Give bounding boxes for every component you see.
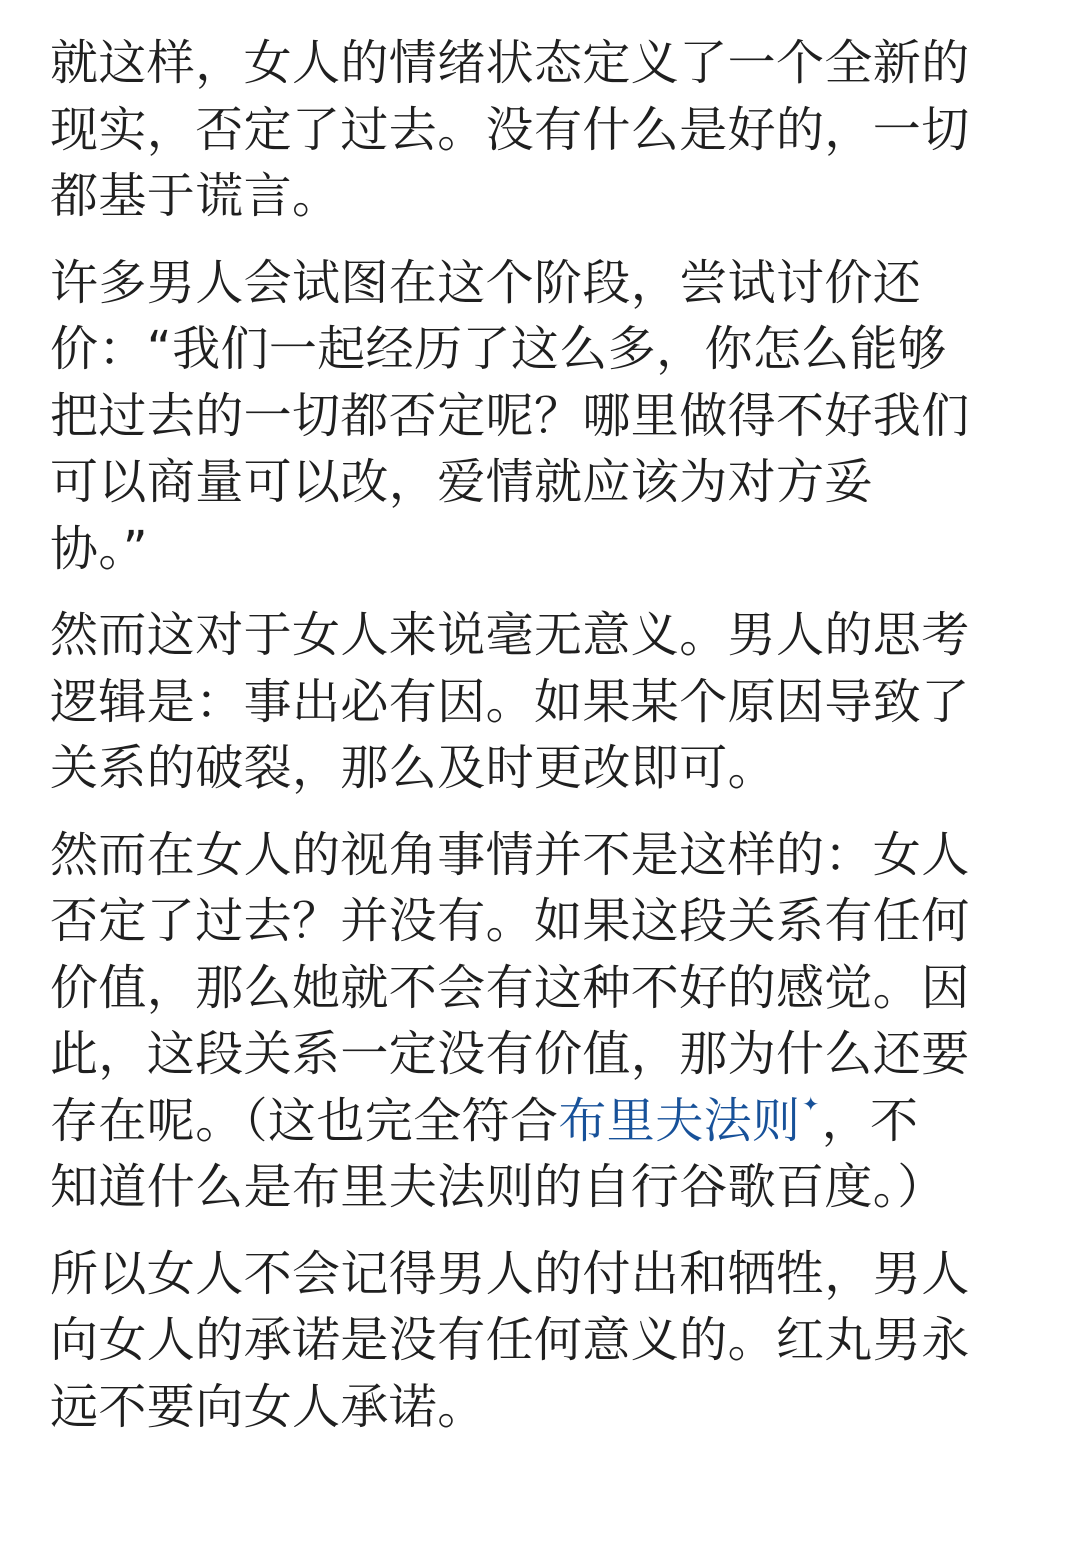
text-line: 价值，那么她就不会有这种不好的感觉。因 [50, 959, 970, 1016]
text-line: 价：“我们一起经历了这么多，你怎么能够 [50, 321, 947, 377]
text-line: 逻辑是：事出必有因。如果某个原因导致了 [50, 673, 970, 730]
text-line: 都基于谎言。 [50, 168, 341, 224]
text-line: 所以女人不会记得男人的付出和牺牲，男人 [50, 1245, 970, 1302]
paragraph-4 [50, 822, 1035, 1221]
text-line: 许多男人会试图在这个阶段，尝试讨价还 [50, 254, 922, 311]
text-line-with-link [50, 1088, 1035, 1155]
text-line: 远不要向女人承诺。 [50, 1378, 486, 1435]
article-body [50, 30, 1035, 1460]
text-line: 然而在女人的视角事情并不是这样的：女人 [50, 826, 970, 883]
paragraph-3 [50, 602, 1035, 802]
paragraph-2 [50, 250, 1035, 583]
text-line: 协。” [50, 520, 149, 577]
text-line: 此，这段关系一定没有价值，那为什么还要 [50, 1026, 970, 1082]
text-segment: 存在呢。（这也完全符合 [50, 1092, 559, 1149]
text-line: 把过去的一切都否定呢？哪里做得不好我们 [50, 387, 970, 444]
text-line: 否定了过去？并没有。如果这段关系有任何 [50, 893, 970, 949]
brief-law-link[interactable]: 布里夫法则 [558, 1092, 801, 1149]
text-line: 然而这对于女人来说毫无意义。男人的思考 [50, 607, 970, 663]
paragraph-1 [50, 30, 1035, 230]
paragraph-5 [50, 1241, 1035, 1441]
text-line: 关系的破裂，那么及时更改即可。 [50, 740, 777, 796]
link-sparkle-icon[interactable]: ✦ [802, 1091, 820, 1116]
text-line: 现实，否定了过去。没有什么是好的，一切 [50, 101, 970, 158]
text-line: 就这样，女人的情绪状态定义了一个全新的 [50, 35, 970, 91]
text-segment: ，不 [821, 1092, 919, 1149]
text-line: 知道什么是布里夫法则的自行谷歌百度。） [50, 1159, 946, 1215]
text-line: 可以商量可以改，爱情就应该为对方妥 [50, 454, 873, 510]
text-line: 向女人的承诺是没有任何意义的。红丸男永 [50, 1312, 970, 1368]
